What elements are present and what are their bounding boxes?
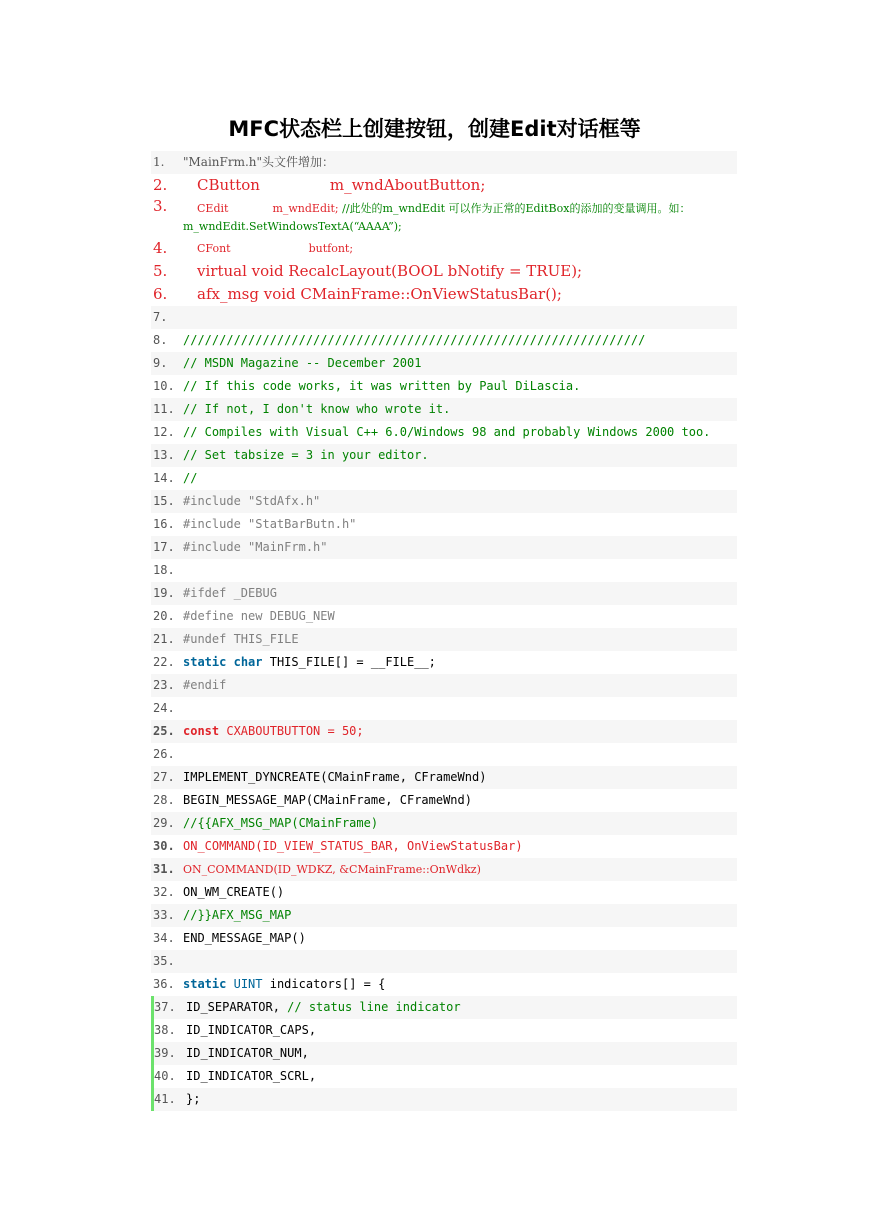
document-title: MFC状态栏上创建按钮，创建Edit对话框等 [228,117,641,141]
line-text: // If not, I don't know who wrote it. [183,402,451,416]
line-number: 26. [153,747,175,761]
line-number: 39. [154,1046,176,1060]
code-listing [151,151,737,1111]
code-line [151,720,737,743]
code-line [151,835,737,858]
line-comment: //此处的m_wndEdit 可以作为正常的EditBox的添加的变量调用。如：m_wndEdit.SetWindowsTextA(“AAAA”); [183,202,691,233]
code-line [151,174,737,197]
line-text: ID_INDICATOR_CAPS, [186,1023,317,1037]
line-number: 18. [153,563,175,577]
line-text: //////////////////////////////////////////////////////////////// [183,333,646,347]
line-text: #endif [183,678,227,692]
code-line [151,398,737,421]
line-text: ID_SEPARATOR, [186,1000,280,1014]
line-text: ON_COMMAND(ID_WDKZ, &CMainFrame::OnWdkz) [183,863,481,876]
code-line [151,651,737,674]
line-text: indicators[] = { [269,977,386,991]
code-line [151,858,737,881]
line-text: //{{AFX_MSG_MAP(CMainFrame) [183,816,379,830]
line-number: 2. [153,176,168,194]
line-comment: // status line indicator [287,1000,461,1014]
line-text: #include "StdAfx.h" [183,494,321,508]
code-line [151,260,737,283]
line-number: 4. [153,239,168,257]
code-line [151,197,737,237]
line-number: 13. [153,448,175,462]
line-text: BEGIN_MESSAGE_MAP(CMainFrame, CFrameWnd) [183,793,472,807]
line-number: 19. [153,586,175,600]
keyword: static [183,655,227,669]
code-line [151,237,737,260]
line-text: ON_COMMAND(ID_VIEW_STATUS_BAR, OnViewStatusBar) [183,839,523,853]
line-text: // MSDN Magazine -- December 2001 [183,356,422,370]
line-number: 27. [153,770,175,784]
line-text: // Compiles with Visual C++ 6.0/Windows 98 and probably Windows 2000 too. [183,425,711,439]
code-line [151,1065,737,1088]
line-text: #define new DEBUG_NEW [183,609,335,623]
line-number: 17. [153,540,175,554]
line-number: 20. [153,609,175,623]
code-line [151,421,737,444]
line-text: ON_WM_CREATE() [183,885,285,899]
line-number: 1. [153,155,165,169]
code-line [151,904,737,927]
line-number: 6. [153,285,168,303]
line-text: #ifdef _DEBUG [183,586,277,600]
line-number: 38. [154,1023,176,1037]
line-text: // Set tabsize = 3 in your editor. [183,448,429,462]
code-line [151,375,737,398]
keyword: static [183,977,227,991]
line-number: 30. [153,839,175,853]
line-number: 24. [153,701,175,715]
line-var: m_wndEdit; [272,202,339,215]
line-text: //}}AFX_MSG_MAP [183,908,292,922]
line-number: 8. [153,333,168,347]
line-number: 36. [153,977,175,991]
code-line [151,766,737,789]
line-number: 7. [153,310,168,324]
line-text: }; [186,1092,201,1106]
keyword: char [233,655,263,669]
line-var: m_wndAboutButton; [329,176,486,194]
line-number: 40. [154,1069,176,1083]
code-line [151,444,737,467]
code-line [151,628,737,651]
line-number: 31. [153,862,175,876]
code-line [151,605,737,628]
line-var: butfont; [308,242,354,255]
code-line [151,973,737,996]
line-number: 14. [153,471,175,485]
line-text: IMPLEMENT_DYNCREATE(CMainFrame, CFrameWnd) [183,770,487,784]
line-number: 15. [153,494,175,508]
line-number: 29. [153,816,175,830]
line-number: 12. [153,425,175,439]
line-number: 10. [153,379,175,393]
line-number: 21. [153,632,175,646]
line-text: #undef THIS_FILE [183,632,299,646]
line-type: CButton [197,176,260,194]
line-text: #include "StatBarButn.h" [183,517,357,531]
line-text: #include "MainFrm.h" [183,540,328,554]
keyword: const [183,724,220,738]
line-text: CXABOUTBUTTON = 50; [226,724,364,738]
code-line [151,329,737,352]
line-text: afx_msg void CMainFrame::OnViewStatusBar(); [197,285,562,303]
line-number: 11. [153,402,175,416]
line-number: 41. [154,1092,176,1106]
line-number: 16. [153,517,175,531]
line-number: 22. [153,655,175,669]
line-text: "MainFrm.h"头文件增加： [183,155,335,169]
code-line [151,1042,737,1065]
line-text: THIS_FILE[] = __FILE__; [269,655,436,669]
code-line [151,582,737,605]
line-number: 3. [153,197,168,215]
code-line [151,789,737,812]
code-line [151,1088,737,1111]
code-line [151,490,737,513]
code-line [151,536,737,559]
line-text: ID_INDICATOR_SCRL, [186,1069,317,1083]
code-line [151,927,737,950]
line-number: 5. [153,262,168,280]
line-type: CEdit [197,202,229,215]
code-line [151,306,737,329]
code-line [151,559,737,582]
line-number: 25. [153,724,175,738]
line-text: // [183,471,198,485]
line-number: 28. [153,793,175,807]
code-line [151,151,737,174]
code-line [151,950,737,973]
code-line [151,812,737,835]
code-line [151,743,737,766]
line-number: 9. [153,356,168,370]
line-text: ID_INDICATOR_NUM, [186,1046,309,1060]
line-text: // If this code works, it was written by Paul DiLascia. [183,379,581,393]
code-line [151,352,737,375]
line-text: virtual void RecalcLayout(BOOL bNotify = TRUE); [197,262,583,280]
code-line [151,513,737,536]
code-line [151,996,737,1019]
code-line [151,881,737,904]
code-line [151,1019,737,1042]
line-number: 32. [153,885,175,899]
line-number: 37. [154,1000,176,1014]
line-number: 33. [153,908,175,922]
code-line [151,283,737,306]
line-number: 34. [153,931,175,945]
code-line [151,697,737,720]
code-line [151,674,737,697]
line-number: 23. [153,678,175,692]
code-line [151,467,737,490]
keyword: UINT [233,977,263,991]
line-number: 35. [153,954,175,968]
line-type: CFont [197,242,231,255]
line-text: END_MESSAGE_MAP() [183,931,306,945]
